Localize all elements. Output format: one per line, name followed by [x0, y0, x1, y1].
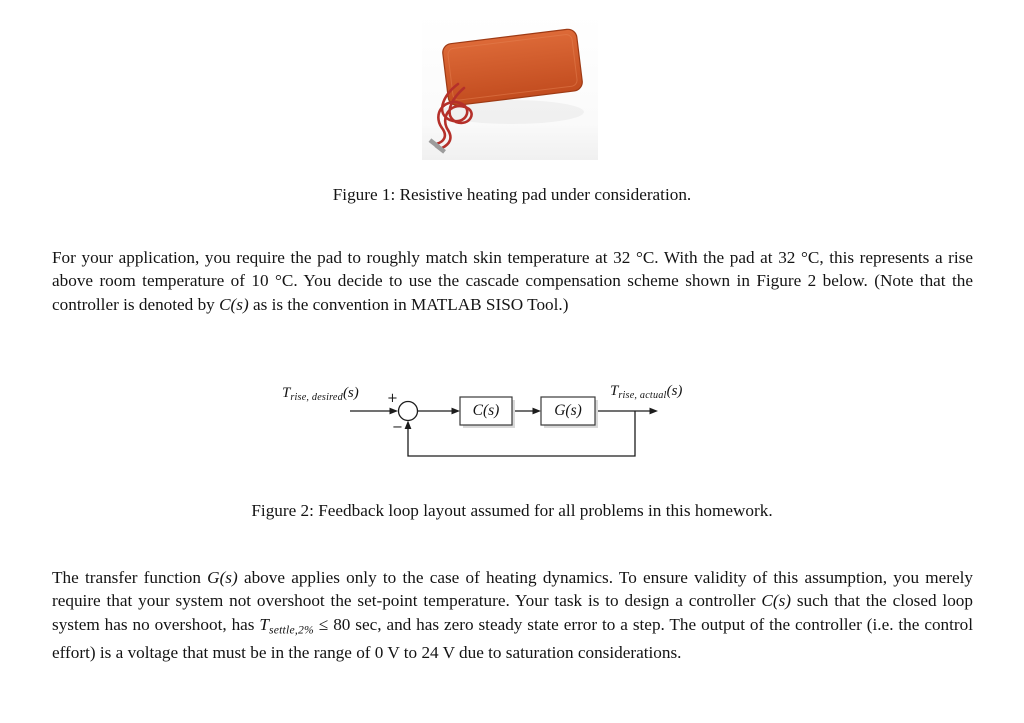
figure2-caption: Figure 2: Feedback loop layout assumed for all problems in this homework.: [251, 501, 773, 520]
paragraph-2-run-4: such that the closed loop system has no overshoot, has: [52, 591, 973, 634]
paragraph-2-math-gs: G(s): [207, 568, 238, 587]
paragraph-2: [52, 566, 973, 665]
paragraph-2-math-cs: C(s): [761, 591, 791, 611]
paragraph-1: [52, 246, 973, 316]
plant-block-label: G(s): [554, 402, 582, 419]
heating-pad-photo: [420, 12, 600, 164]
paragraph-1-run-2: as is the convention in MATLAB SISO Tool.): [248, 294, 569, 314]
paragraph-2-math-t-subscript: settle,2%: [268, 623, 314, 637]
summing-junction: [399, 402, 418, 421]
heating-pad-illustration: [420, 12, 600, 164]
figure2-diagram: [280, 382, 725, 474]
figure1-caption: Figure 1: Resistive heating pad under consideration.: [332, 185, 692, 204]
output-signal-label: $T_{rise, actual}(s)$: [610, 383, 683, 402]
paragraph-1-run-0: For your application, you require the pad to roughly match skin temperature at 32 °C. With the pad at 32 °C, this represents a rise above room temperature of 10 °C. You decide to use the cascade compensation scheme shown in Figure 2 below. (Note that the controller is denoted by: [52, 248, 973, 314]
paragraph-2-run-0: The transfer function: [52, 568, 208, 587]
controller-block-label: C(s): [472, 402, 500, 419]
plus-sign: +: [387, 391, 398, 406]
feedback-line: [408, 411, 635, 456]
input-signal-label: $T_{rise, desired}(s)$: [282, 385, 359, 404]
paragraph-2-run-7: ≤ 80 sec, and has zero steady state error to a step. The output of the controller (i.e. the control effort) is a voltage that must be in the range of 0 V to 24 V due to saturation considerations.: [52, 614, 973, 663]
paragraph-2-math-t: T: [259, 614, 269, 634]
paragraph-2-run-2: above applies only to the case of heating dynamics. To ensure validity of this assumption, you merely require that your system not overshoot the set-point temperature. Your task is to design a controller: [52, 568, 973, 611]
paragraph-1-math-cs: C(s): [219, 294, 249, 314]
minus-sign: −: [392, 420, 403, 435]
